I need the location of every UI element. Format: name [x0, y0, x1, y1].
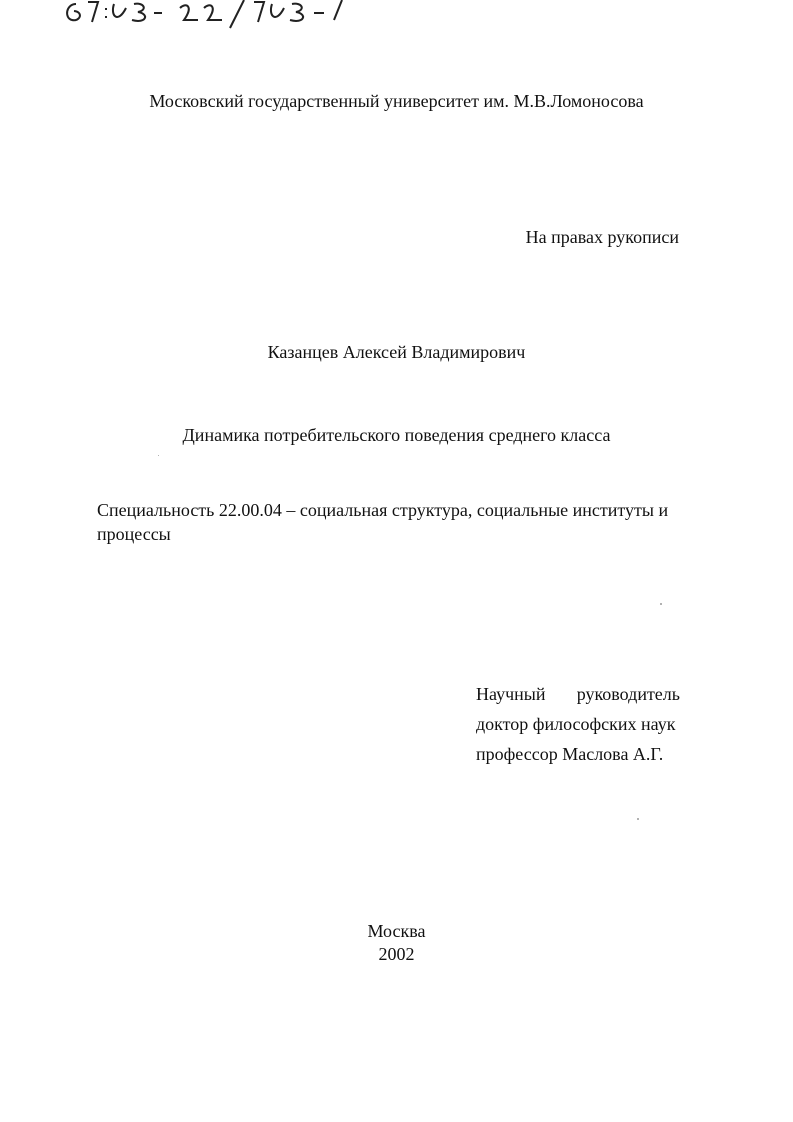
specialty-line: Специальность 22.00.04 – социальная структура, социальные институты и процессы	[97, 500, 669, 544]
year: 2002	[378, 944, 415, 964]
supervisor-role-word: руководитель	[576, 684, 680, 704]
university-name: Московский государственный университет им. М.В.Ломоносова	[149, 91, 644, 111]
supervisor-block	[476, 685, 680, 775]
scan-speck	[158, 455, 159, 456]
manuscript-rights-note: На правах рукописи	[525, 227, 679, 247]
scan-speck	[637, 818, 639, 820]
dissertation-title: Динамика потребительского поведения среднего класса	[182, 425, 611, 445]
supervisor-name: профессор Маслова А.Г.	[476, 744, 664, 764]
author-name: Казанцев Алексей Владимирович	[267, 342, 526, 362]
supervisor-degree: доктор философских наук	[476, 714, 676, 734]
supervisor-role-word: Научный	[476, 684, 546, 704]
handwritten-archive-number	[58, 0, 358, 30]
city: Москва	[367, 921, 426, 941]
scan-speck	[660, 603, 662, 605]
supervisor-role	[476, 685, 680, 715]
